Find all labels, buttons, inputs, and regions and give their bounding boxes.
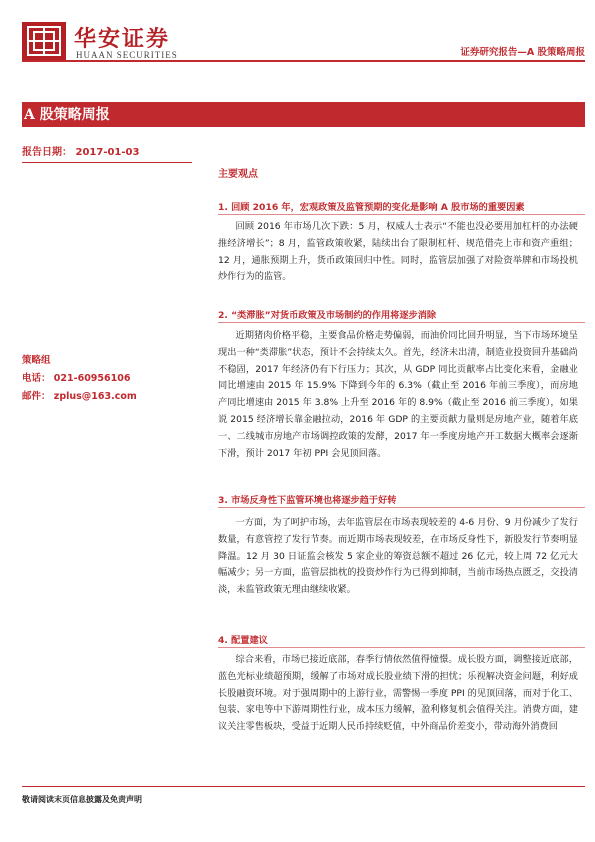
main-heading: 主要观点: [218, 169, 258, 180]
footer-divider: [22, 786, 585, 787]
report-type: 证券研究报告—A 股策略周报: [460, 47, 585, 58]
page-title: A 股策略周报: [24, 107, 110, 123]
report-date: 报告日期： 2017-01-03: [22, 147, 140, 158]
footer-disclaimer: 敬请阅读末页信息披露及免责声明: [22, 795, 142, 804]
section-title-2: 2. “类滞胀”对货币政策及市场制约的作用将逐步消除: [218, 310, 437, 321]
email: 邮件： zplus@163.com: [22, 391, 137, 402]
section-text-3: 一方面，为了呵护市场，去年监管层在市场表现较差的 4-6 月份、9 月份减少了发行数量，有意管控了发行节奏。而近期市场表现较差，在市场反身性下，新股发行节奏明显降温。12 月 30 日证监会核发 5 家企业的筹资总额不超过 26 亿元，较上周 72 亿元大幅减少；另一方面，监管层拙枕的投资炒作行为已得到抑制，当前市场热点匮乏，交投清淡，未监管政策无理由继续收紧。: [218, 517, 578, 596]
section-divider: [218, 322, 585, 323]
section-title-1: 1. 回顾 2016 年，宏观政策及监管预期的变化是影响 A 股市场的重要因素: [218, 202, 525, 213]
section-divider: [218, 214, 585, 215]
logo-seal-icon: [26, 25, 62, 57]
logo-chinese: 华安证券: [74, 26, 171, 52]
section-divider: [218, 647, 585, 648]
header-divider: [22, 60, 585, 62]
logo-english: HUAAN SECURITIES: [76, 50, 178, 60]
team-name: 策略组: [22, 355, 51, 366]
section-title-3: 3. 市场反身性下监管环境也将逐步趋于好转: [218, 495, 397, 506]
contact-block: [22, 352, 192, 406]
logo-mark: [22, 22, 66, 60]
section-text-1: 回顾 2016 年市场几次下跌：5 月，权威人士表示“不能也没必要用加杠杆的办法硬推经济增长”；8 月，监管政策收紧，陆续出台了限制杠杆、规范借壳上市和资产重组；12 月，通胀预期上升，货币政策回归中性。同时，监管层加强了对险资举牌和市场投机炒作行为的监管。: [218, 221, 578, 283]
section-divider: [218, 507, 585, 508]
left-divider: [22, 162, 192, 163]
phone: 电话： 021-60956106: [22, 373, 131, 384]
main-content: [218, 165, 574, 180]
section-text-4: 综合来看，市场已接近底部，春季行情依然值得憧憬。成长股方面，调整接近底部，蓝色光标业绩超预期，缓解了市场对成长股业绩下滑的担忧；乐视解决资金问题，利好成长股融资环境。对于强周期中的上游行业，需警惕一季度 PPI 的见顶回落，而对于化工、包装、家电等中下游周期性行业，成本压力缓解，盈利修复机会值得关注。消费方面，建议关注零售板块，受益于近期人民币持续贬值，中外商品价差变小，带动海外消费回: [218, 654, 578, 733]
section-text-2: 近期猪肉价格平稳，主要食品价格走势偏弱，而油价同比回升明显，当下市场环境呈现出一种“类滞胀”状态，预计不会持续太久。首先，经济未出清，制造业投资回升基础尚不稳固，2017 年经济仍有下行压力；其次，从 GDP 同比贡献率占比变化来看，金融业同比增速由 2015 年 15.9% 下降到今年的 6.3%（截止至 2016 年前三季度），而房地产同比增速由 2015 年 3.8% 上升至 2016 年的 8.9%（截止至 2016 前三季度），如果说 2015 经济增长靠金融拉动，2016 年 GDP 的主要贡献力量则是房地产业，随着年底一、二线城市房地产市场调控政策的发酵，2017 年一季度房地产开工数据大概率会逐渐下滑，预计 2017 年初 PPI 会见顶回落。: [218, 330, 578, 459]
section-title-4: 4. 配置建议: [218, 635, 268, 646]
